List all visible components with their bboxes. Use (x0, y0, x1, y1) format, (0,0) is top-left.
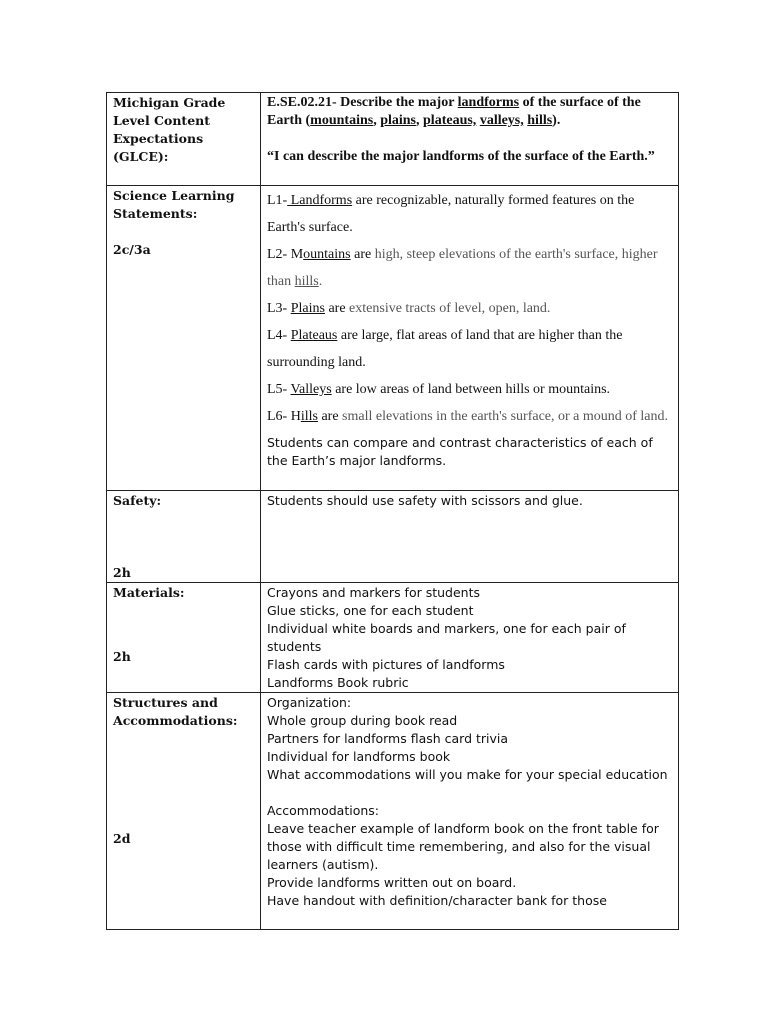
l2-term: ountains (303, 247, 351, 262)
l6-statement (267, 403, 673, 430)
materials-item: Landforms Book rubric (267, 675, 409, 690)
l1-prefix: L1- (267, 193, 288, 208)
materials-code: 2h (113, 649, 131, 664)
i-can-statement: “I can describe the major landforms of the surface of the Earth.” (267, 149, 655, 164)
materials-row (107, 583, 679, 693)
science-label-cell (107, 186, 261, 491)
glce-label-cell (107, 93, 261, 186)
glce-label-line: Michigan Grade (113, 95, 226, 110)
l4-term: Plateaus (290, 328, 338, 343)
safety-code: 2h (113, 565, 131, 580)
materials-item: Flash cards with pictures of landforms (267, 657, 505, 672)
standard-plains: plains (380, 113, 417, 128)
materials-item: Crayons and markers for students (267, 585, 481, 600)
l2-is: are (350, 247, 372, 262)
accommodations-line: Leave teacher example of landform book on the front table for those with difficult time remembering, and also for the visual learners (autism). (267, 821, 659, 872)
organization-line: What accommodations will you make for your special education (267, 767, 668, 782)
science-content-cell (261, 186, 679, 491)
science-code: 2c/3a (113, 242, 151, 257)
l4-text: are large, flat areas of land that are higher than the surrounding land. (267, 328, 623, 370)
lesson-plan-table (106, 92, 679, 930)
organization-line: Organization: (267, 695, 352, 710)
l1-term: Landforms (287, 193, 353, 208)
glce-row (107, 93, 679, 186)
structures-row (107, 693, 679, 930)
l2-statement (267, 241, 673, 295)
standard-plateaus: plateaus, (423, 113, 477, 128)
safety-text: Students should use safety with scissors and glue. (267, 493, 583, 508)
materials-content-cell (261, 583, 679, 693)
science-label-line: Science Learning (113, 188, 235, 203)
glce-label-line: Level Content (113, 113, 211, 128)
accommodations-line: Accommodations: (267, 803, 379, 818)
standard-mountains: mountains (310, 113, 374, 128)
compare-statement: Students can compare and contrast characteristics of each of the Earth’s major landforms. (267, 435, 653, 468)
l3-term: Plains (290, 301, 325, 316)
organization-line: Whole group during book read (267, 713, 458, 728)
organization-line: Individual for landforms book (267, 749, 451, 764)
organization-line: Partners for landforms flash card trivia (267, 731, 509, 746)
l3-is: are (324, 301, 346, 316)
l3-prefix: L3- (267, 301, 291, 316)
safety-row (107, 491, 679, 583)
l1-text: are recognizable, naturally formed features on the Earth's surface. (267, 193, 635, 235)
l5-term: Valleys (290, 382, 332, 397)
standard-statement: E.SE.02.21- Describe the major landforms of the surface of the Earth (mountains, plains, plateaus, valleys, hills). (267, 95, 641, 128)
safety-label-cell (107, 491, 261, 583)
l5-text: low areas of land between hills or mountains. (352, 382, 611, 397)
safety-content-cell (261, 491, 679, 583)
l2-hills: hills (294, 274, 319, 289)
glce-label-line: Expectations (113, 131, 204, 146)
l4-prefix: L4- (267, 328, 291, 343)
materials-item: Individual white boards and markers, one for each pair of students (267, 621, 626, 654)
l1-statement (267, 187, 673, 241)
l5-is: are (331, 382, 353, 397)
l5-statement (267, 376, 673, 403)
materials-label-cell (107, 583, 261, 693)
structures-content-cell (261, 693, 679, 930)
l3-statement (267, 295, 673, 322)
standard-valleys: valleys, (479, 113, 524, 128)
structures-label-line: Accommodations: (113, 713, 238, 728)
science-row (107, 186, 679, 491)
materials-label: Materials: (113, 585, 185, 600)
l6-prefix: L6- H (267, 409, 301, 424)
l6-is: are (317, 409, 339, 424)
science-label-line: Statements: (113, 206, 198, 221)
l5-prefix: L5- (267, 382, 291, 397)
structures-label-line: Structures and (113, 695, 218, 710)
l6-term: ills (300, 409, 318, 424)
standard-code: E.SE.02.21- Describe the major (267, 95, 458, 110)
materials-item: Glue sticks, one for each student (267, 603, 474, 618)
l3-text: extensive tracts of level, open, land. (345, 301, 551, 316)
safety-label: Safety: (113, 493, 162, 508)
l6-text: small elevations in the earth's surface, or a mound of land. (338, 409, 669, 424)
accommodations-line: Have handout with definition/character bank for those (267, 893, 607, 908)
glce-content-cell (261, 93, 679, 186)
l2-end: . (318, 274, 323, 289)
structures-label-cell (107, 693, 261, 930)
l2-prefix: L2- M (267, 247, 304, 262)
l4-statement (267, 322, 673, 376)
standard-text: of the surface of the Earth ( (267, 95, 641, 128)
standard-end: ). (552, 113, 561, 128)
l2-text: high, steep elevations of the earth's surface, higher than (267, 247, 658, 289)
standard-hills: hills (527, 113, 553, 128)
accommodations-line: Provide landforms written out on board. (267, 875, 517, 890)
glce-label-line: (GLCE): (113, 149, 169, 164)
structures-code: 2d (113, 831, 131, 846)
standard-landforms: landforms (457, 95, 520, 110)
